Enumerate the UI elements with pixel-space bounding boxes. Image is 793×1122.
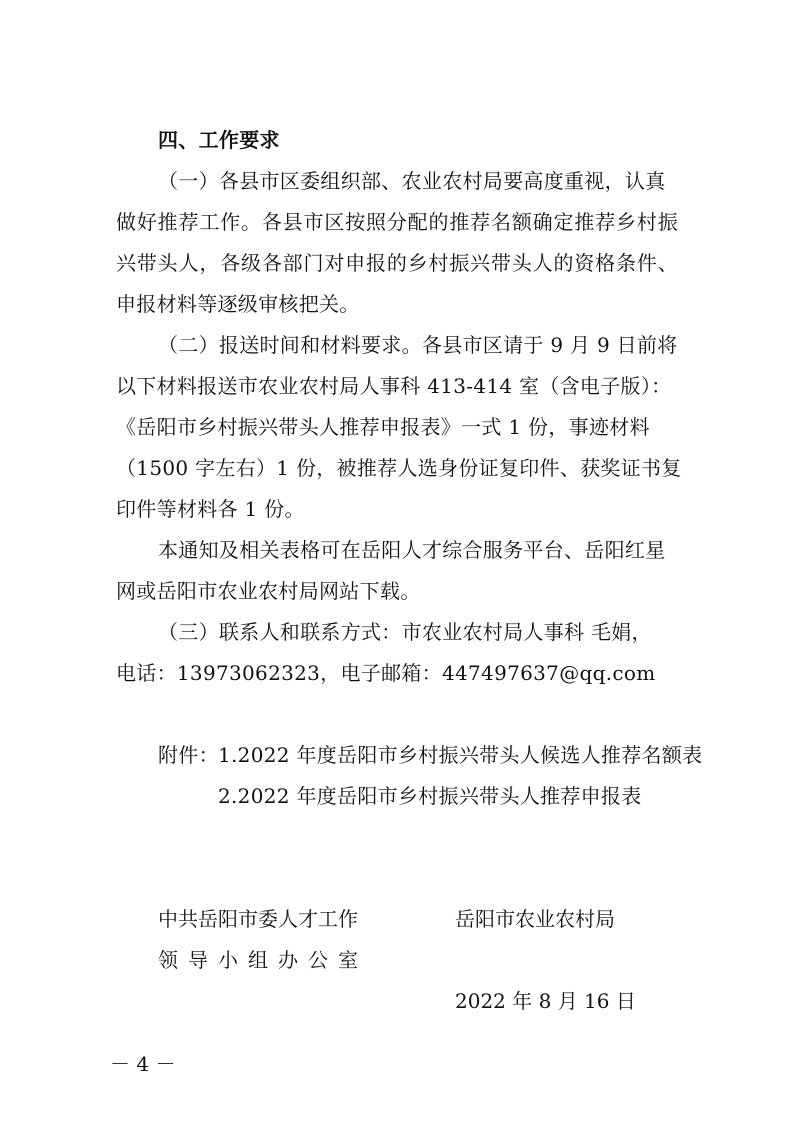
signature-org-1-line-1: 中共岳阳市委人才工作 (158, 907, 358, 931)
paragraph-1-line-1: （一）各县市区委组织部、农业农村局要高度重视，认真 (158, 169, 666, 193)
page-number: － 4 － (110, 1052, 176, 1076)
paragraph-1-line-2: 做好推荐工作。各县市区按照分配的推荐名额确定推荐乡村振 (116, 210, 678, 234)
paragraph-2-line-3: 《岳阳市乡村振兴带头人推荐申报表》一式 1 份，事迹材料 (116, 415, 650, 439)
attachment-item-1: 1.2022 年度岳阳市乡村振兴带头人候选人推荐名额表 (218, 743, 703, 767)
section-heading: 四、工作要求 (158, 128, 280, 152)
paragraph-4-line-2: 电话：13973062323，电子邮箱：447497637@qq.com (116, 661, 656, 685)
paragraph-2-line-2: 以下材料报送市农业农村局人事科 413-414 室（含电子版）： (116, 374, 672, 398)
paragraph-2-line-4: （1500 字左右）1 份，被推荐人选身份证复印件、获奖证书复 (116, 456, 682, 480)
paragraph-3-line-2: 网或岳阳市农业农村局网站下载。 (116, 579, 421, 603)
paragraph-1-line-4: 申报材料等逐级审核把关。 (116, 292, 360, 316)
attachments-label: 附件： (158, 743, 219, 767)
paragraph-4-line-1: （三）联系人和联系方式：市农业农村局人事科 毛娟， (158, 620, 652, 644)
paragraph-2-line-5: 印件等材料各 1 份。 (116, 497, 305, 521)
paragraph-2-line-1: （二）报送时间和材料要求。各县市区请于 9 月 9 日前将 (158, 333, 678, 357)
attachment-item-2: 2.2022 年度岳阳市乡村振兴带头人推荐申报表 (218, 784, 642, 808)
signature-date: 2022 年 8 月 16 日 (455, 989, 636, 1013)
signature-org-1-line-2: 领导小组办公室 (158, 948, 368, 972)
signature-org-2: 岳阳市农业农村局 (455, 907, 615, 931)
paragraph-1-line-3: 兴带头人，各级各部门对申报的乡村振兴带头人的资格条件、 (116, 251, 678, 275)
paragraph-3-line-1: 本通知及相关表格可在岳阳人才综合服务平台、岳阳红星 (158, 538, 666, 562)
